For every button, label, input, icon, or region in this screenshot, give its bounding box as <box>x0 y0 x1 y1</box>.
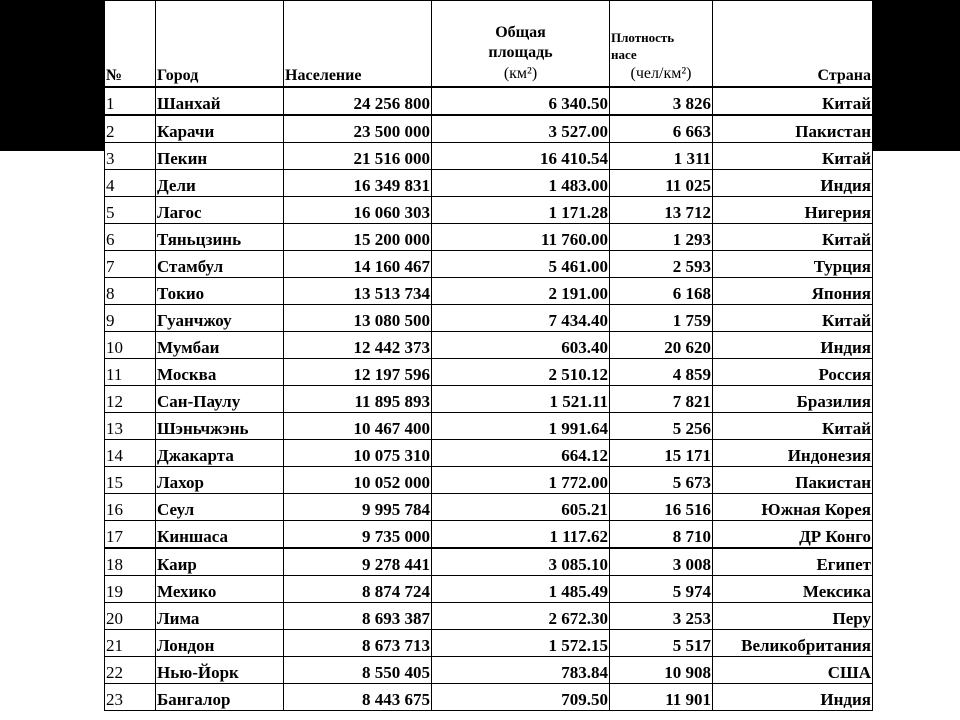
cell-area: 3 527.00 <box>432 115 610 143</box>
header-area-line1: Общая <box>495 24 546 41</box>
cell-area: 1 772.00 <box>432 467 610 494</box>
header-country: Страна <box>713 1 873 88</box>
table-row <box>105 521 873 549</box>
cell-density: 1 293 <box>610 224 713 251</box>
cell-city: Лондон <box>156 630 284 657</box>
cell-density: 5 974 <box>610 576 713 603</box>
cell-density: 3 826 <box>610 87 713 115</box>
cell-country: Индия <box>713 332 873 359</box>
cell-city: Лима <box>156 603 284 630</box>
cell-density: 13 712 <box>610 197 713 224</box>
cell-population: 8 693 387 <box>284 603 432 630</box>
cell-density: 8 710 <box>610 521 713 549</box>
table-row <box>105 684 873 711</box>
header-area <box>432 1 610 88</box>
table-row <box>105 278 873 305</box>
cell-country: Индия <box>713 170 873 197</box>
cell-density: 11 901 <box>610 684 713 711</box>
cell-population: 14 160 467 <box>284 251 432 278</box>
cell-population: 16 060 303 <box>284 197 432 224</box>
cell-city: Карачи <box>156 115 284 143</box>
cell-area: 1 483.00 <box>432 170 610 197</box>
cell-density: 5 517 <box>610 630 713 657</box>
cell-number: 7 <box>105 251 156 278</box>
cell-density: 10 908 <box>610 657 713 684</box>
cell-density: 16 516 <box>610 494 713 521</box>
cell-density: 6 663 <box>610 115 713 143</box>
cell-population: 8 874 724 <box>284 576 432 603</box>
header-area-unit: (км²) <box>503 65 538 82</box>
cell-area: 3 085.10 <box>432 548 610 576</box>
cell-number: 12 <box>105 386 156 413</box>
table-row <box>105 576 873 603</box>
cell-city: Стамбул <box>156 251 284 278</box>
cell-number: 13 <box>105 413 156 440</box>
table-body <box>105 87 873 711</box>
cell-city: Дели <box>156 170 284 197</box>
cell-city: Москва <box>156 359 284 386</box>
table-row <box>105 630 873 657</box>
cell-area: 16 410.54 <box>432 143 610 170</box>
cell-number: 20 <box>105 603 156 630</box>
cell-population: 10 052 000 <box>284 467 432 494</box>
header-number: № <box>105 1 156 88</box>
cell-country: Мексика <box>713 576 873 603</box>
cell-country: Индонезия <box>713 440 873 467</box>
table-row <box>105 657 873 684</box>
cell-number: 14 <box>105 440 156 467</box>
cell-country: Китай <box>713 143 873 170</box>
table-row <box>105 332 873 359</box>
cell-number: 4 <box>105 170 156 197</box>
cell-area: 1 171.28 <box>432 197 610 224</box>
cell-population: 24 256 800 <box>284 87 432 115</box>
cell-area: 5 461.00 <box>432 251 610 278</box>
cell-density: 11 025 <box>610 170 713 197</box>
cell-country: США <box>713 657 873 684</box>
cell-number: 22 <box>105 657 156 684</box>
header-area-line2: площадь <box>488 44 553 61</box>
cell-population: 12 442 373 <box>284 332 432 359</box>
cell-city: Сеул <box>156 494 284 521</box>
cell-city: Джакарта <box>156 440 284 467</box>
cell-area: 1 991.64 <box>432 413 610 440</box>
cell-number: 1 <box>105 87 156 115</box>
cell-density: 1 759 <box>610 305 713 332</box>
table-row <box>105 251 873 278</box>
cell-density: 3 008 <box>610 548 713 576</box>
table-row <box>105 87 873 115</box>
table-row <box>105 494 873 521</box>
cell-population: 12 197 596 <box>284 359 432 386</box>
cell-density: 6 168 <box>610 278 713 305</box>
header-city: Город <box>156 1 284 88</box>
header-density-line2: насе <box>611 47 637 62</box>
cell-area: 11 760.00 <box>432 224 610 251</box>
cell-density: 20 620 <box>610 332 713 359</box>
cell-number: 23 <box>105 684 156 711</box>
cell-city: Мумбаи <box>156 332 284 359</box>
cell-number: 17 <box>105 521 156 549</box>
table-row <box>105 386 873 413</box>
cell-number: 10 <box>105 332 156 359</box>
cell-area: 605.21 <box>432 494 610 521</box>
cell-population: 23 500 000 <box>284 115 432 143</box>
cell-area: 603.40 <box>432 332 610 359</box>
table-row <box>105 413 873 440</box>
cell-city: Токио <box>156 278 284 305</box>
cell-country: Турция <box>713 251 873 278</box>
header-density <box>610 1 713 88</box>
cell-area: 1 485.49 <box>432 576 610 603</box>
cell-country: Пакистан <box>713 115 873 143</box>
cell-density: 1 311 <box>610 143 713 170</box>
cell-population: 8 673 713 <box>284 630 432 657</box>
cell-density: 7 821 <box>610 386 713 413</box>
cell-population: 11 895 893 <box>284 386 432 413</box>
black-margin-left <box>0 0 104 151</box>
cell-city: Бангалор <box>156 684 284 711</box>
cell-country: Китай <box>713 305 873 332</box>
cell-population: 13 513 734 <box>284 278 432 305</box>
city-population-table <box>104 0 873 711</box>
cell-city: Каир <box>156 548 284 576</box>
table-row <box>105 143 873 170</box>
cell-area: 1 572.15 <box>432 630 610 657</box>
cell-number: 19 <box>105 576 156 603</box>
cell-country: Китай <box>713 224 873 251</box>
cell-country: Индия <box>713 684 873 711</box>
cell-area: 664.12 <box>432 440 610 467</box>
cell-city: Тяньцзинь <box>156 224 284 251</box>
header-population: Население <box>284 1 432 88</box>
cell-area: 783.84 <box>432 657 610 684</box>
table-row <box>105 305 873 332</box>
cell-density: 15 171 <box>610 440 713 467</box>
cell-area: 1 521.11 <box>432 386 610 413</box>
cell-city: Мехико <box>156 576 284 603</box>
cell-area: 2 510.12 <box>432 359 610 386</box>
cell-population: 15 200 000 <box>284 224 432 251</box>
cell-city: Гуанчжоу <box>156 305 284 332</box>
cell-density: 4 859 <box>610 359 713 386</box>
cell-area: 1 117.62 <box>432 521 610 549</box>
table-row <box>105 548 873 576</box>
cell-country: Великобритания <box>713 630 873 657</box>
cell-number: 15 <box>105 467 156 494</box>
cell-density: 5 256 <box>610 413 713 440</box>
cell-density: 2 593 <box>610 251 713 278</box>
table-row <box>105 467 873 494</box>
table-row <box>105 603 873 630</box>
table-row <box>105 224 873 251</box>
cell-population: 21 516 000 <box>284 143 432 170</box>
cell-density: 3 253 <box>610 603 713 630</box>
cell-number: 16 <box>105 494 156 521</box>
cell-city: Пекин <box>156 143 284 170</box>
cell-city: Лагос <box>156 197 284 224</box>
cell-number: 6 <box>105 224 156 251</box>
cell-population: 9 278 441 <box>284 548 432 576</box>
cell-population: 8 443 675 <box>284 684 432 711</box>
cell-population: 13 080 500 <box>284 305 432 332</box>
cell-number: 18 <box>105 548 156 576</box>
cell-number: 11 <box>105 359 156 386</box>
cell-area: 6 340.50 <box>432 87 610 115</box>
cell-area: 2 191.00 <box>432 278 610 305</box>
cell-number: 3 <box>105 143 156 170</box>
cell-country: Южная Корея <box>713 494 873 521</box>
header-density-unit: (чел/км²) <box>630 65 692 82</box>
header-density-line1: Плотность <box>611 30 675 45</box>
cell-country: Китай <box>713 413 873 440</box>
cell-city: Лахор <box>156 467 284 494</box>
table-header-row <box>105 1 873 88</box>
cell-area: 7 434.40 <box>432 305 610 332</box>
cell-number: 9 <box>105 305 156 332</box>
cell-area: 709.50 <box>432 684 610 711</box>
cell-country: Бразилия <box>713 386 873 413</box>
cell-number: 21 <box>105 630 156 657</box>
cell-city: Шэньчжэнь <box>156 413 284 440</box>
cell-density: 5 673 <box>610 467 713 494</box>
cell-area: 2 672.30 <box>432 603 610 630</box>
cell-country: Египет <box>713 548 873 576</box>
cell-country: Россия <box>713 359 873 386</box>
cell-number: 8 <box>105 278 156 305</box>
table-row <box>105 440 873 467</box>
cell-population: 16 349 831 <box>284 170 432 197</box>
cell-country: Пакистан <box>713 467 873 494</box>
table-row <box>105 359 873 386</box>
cell-country: Нигерия <box>713 197 873 224</box>
table-row <box>105 115 873 143</box>
cell-city: Киншаса <box>156 521 284 549</box>
cell-population: 9 735 000 <box>284 521 432 549</box>
cell-country: Перу <box>713 603 873 630</box>
cell-city: Сан-Паулу <box>156 386 284 413</box>
cell-city: Шанхай <box>156 87 284 115</box>
cell-country: Япония <box>713 278 873 305</box>
cell-population: 9 995 784 <box>284 494 432 521</box>
cell-population: 10 075 310 <box>284 440 432 467</box>
cell-population: 10 467 400 <box>284 413 432 440</box>
table-row <box>105 170 873 197</box>
cell-country: Китай <box>713 87 873 115</box>
cell-population: 8 550 405 <box>284 657 432 684</box>
cell-country: ДР Конго <box>713 521 873 549</box>
table-row <box>105 197 873 224</box>
cell-number: 5 <box>105 197 156 224</box>
cell-city: Нью-Йорк <box>156 657 284 684</box>
black-margin-right <box>872 0 960 151</box>
cell-number: 2 <box>105 115 156 143</box>
